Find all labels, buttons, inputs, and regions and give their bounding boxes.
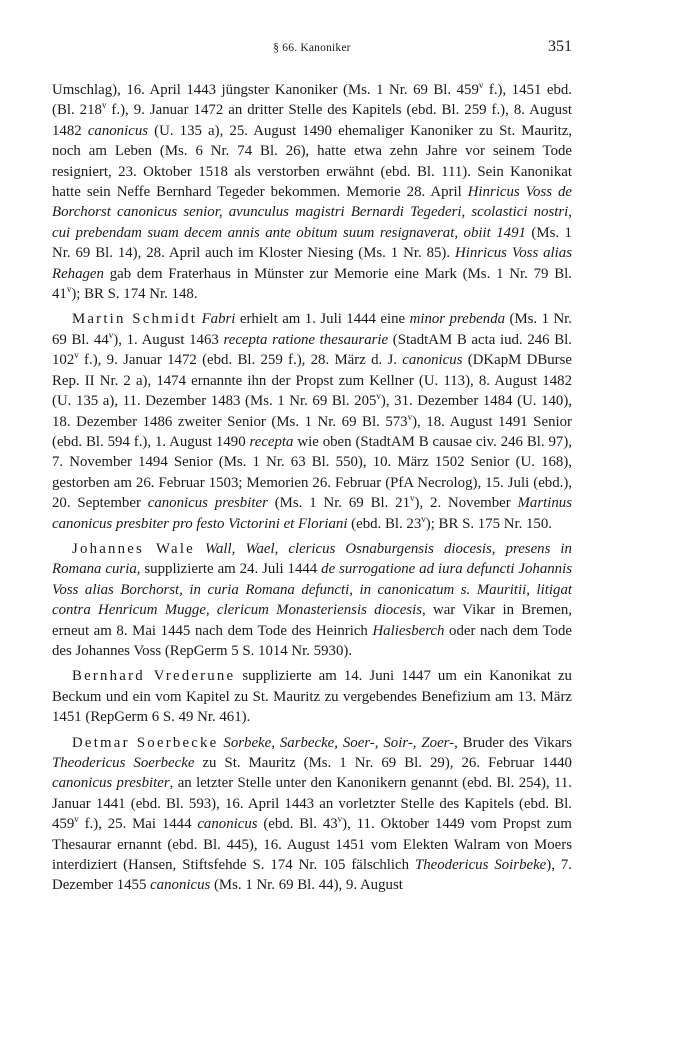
text-run: ), 1. August 1463 [113,331,224,348]
text-run: (U. 135 a), 25. August 1490 ehemaliger Kanoniker zu St. Mauritz, noch am Leben (Ms. 6 Nr. 74 Bl. 26), hatte etwa zehn Jahre vor seinem Tode resigniert, 23. Oktober 1518 als verstorben erwähnt (ebd. Bl. 111). Sein Kanonikat hatte sein Neffe Bernhard Tegeder bekommen. Memorie 28. April [52,122,572,201]
text-run: Umschlag), 16. April 1443 jüngster Kanoniker (Ms. 1 Nr. 69 Bl. 459 [52,82,479,98]
italic-latin-text: Theodericus Soirbeke [414,857,547,874]
italic-latin-text: Haliesberch [372,622,445,639]
page-number: 351 [548,38,572,55]
text-run: ), 18. August 1491 Senior (ebd. Bl. 594 f.), 1. August 1490 [52,413,573,450]
italic-latin-text: canonicus [150,877,211,894]
text-run: zu St. Mauritz (Ms. 1 Nr. 69 Bl. 29), 26. Februar 1440 [194,755,572,771]
entry-martin-schmidt [52,309,572,533]
verso-superscript: v [74,350,79,361]
entry-detmar-soerbecke [52,733,572,896]
verso-superscript: v [66,284,72,295]
verso-superscript: v [376,391,381,402]
text-run: (Ms. 1 Nr. 69 Bl. 44), 9. August [210,877,403,894]
text-run: (Ms. 1 Nr. 69 Bl. 14), 28. April auch im Kloster Niesing (Ms. 1 Nr. 85). [52,224,572,262]
verso-superscript: v [421,513,426,524]
italic-latin-text: minor prebenda [409,311,506,328]
paragraph-voss-continued [52,80,572,304]
text-run: f.), 1451 ebd. (Bl. 218 [52,82,572,119]
text-run: , Bruder des Vikars [454,734,573,751]
italic-latin-text: canonicus [402,352,463,369]
person-name: Johannes Wale [72,540,195,557]
text-run: ), 11. Oktober 1449 vom Propst zum Thesaurar ernannt (ebd. Bl. 445), 16. August 1451 vom Elekten Walram von Moers interdiziert (Hansen, Stiftsfehde S. 174 Nr. 105 fälschlich [52,816,572,874]
italic-latin-text: Hinricus Voss alias Rehagen [52,245,573,282]
text-run: , supplizierte am 24. Juli 1444 [136,561,322,578]
text-run: ); BR S. 175 Nr. 150. [425,515,552,532]
verso-superscript: v [410,493,415,504]
italic-latin-text: Theodericus Soerbecke [52,755,195,771]
running-header [52,42,572,54]
verso-superscript: v [478,80,484,91]
text-run: ), 31. Dezember 1484 (U. 140), 18. Dezember 1486 zweiter Senior (Ms. 1 Nr. 69 Bl. 573 [52,393,573,430]
italic-latin-text: Sorbeke, Sarbecke, Soer-, Soir-, Zoer- [223,734,455,751]
text-run: (Ms. 1 Nr. 69 Bl. 44 [52,311,573,348]
body-text [52,80,572,901]
entry-johannes-wale [52,539,572,661]
text-run: ), 2. November [414,495,518,512]
italic-latin-text: canonicus [87,122,149,139]
text-run: , an letzter Stelle unter den Kanonikern genannt (ebd. Bl. 254), 11. Januar 1441 (ebd. Bl. 593), 16. April 1443 an vorletzter Stelle des Kapitels (ebd. Bl. 459 [52,775,572,833]
text-run: erhielt am 1. Juli 1444 eine [235,311,410,328]
person-name: Detmar Soerbecke [72,734,219,751]
text-run: f.), 9. Januar 1472 an dritter Stelle des Kapitels (ebd. Bl. 259 f.), 8. August 1482 [52,102,573,139]
person-name: Martin Schmidt [72,311,198,328]
text-run: (Ms. 1 Nr. 69 Bl. 21 [267,495,411,512]
verso-superscript: v [407,411,413,422]
text-run: wie oben (StadtAM B causae civ. 246 Bl. 97), 7. November 1494 Senior (Ms. 1 Nr. 63 Bl. 550), 10. März 1502 Senior (U. 168), gestorben am 26. Februar 1503; Memorien 26. Februar (PfA Necrolog), 15. Juli (ebd.), 20. September [52,433,572,512]
person-name: Bernhard Vrederune [72,668,236,685]
running-title: § 66. Kanoniker [273,42,351,54]
text-run: (StadtAM B acta iud. 246 Bl. 102 [52,331,572,369]
italic-latin-text: recepta ratione thesaurarie [223,331,389,348]
entry-bernhard-vrederune [52,666,572,727]
text-run: supplizierte am 14. Juni 1447 um ein Kanonikat zu Beckum und ein vom Kapitel zu St. Mauritz zu vergebendes Benefizium am 13. März 1451 (RepGerm 6 S. 49 Nr. 461). [52,668,572,726]
text-run: (ebd. Bl. 43 [257,816,338,833]
italic-latin-text: canonicus presbiter [147,495,268,512]
text-run: ), 7. Dezember 1455 [52,857,573,894]
italic-latin-text: de surrogatione ad iura defuncti Johannis Voss alias Borchorst, in curia Romana defuncti, in canonicatum s. Mauritii, litigat contra Henricum Mugge, clericum Monasteriensis diocesis [52,561,572,619]
text-run [195,541,205,557]
text-run: f.), 9. Januar 1472 (ebd. Bl. 259 f.), 28. März d. J. [78,352,403,369]
text-run: gab dem Fraterhaus in Münster zur Memorie eine Mark (Ms. 1 Nr. 79 Bl. 41 [52,265,572,303]
text-run: f.), 25. Mai 1444 [78,816,198,833]
italic-latin-text: Martinus canonicus presbiter pro festo Victorini et Floriani [52,495,572,532]
verso-superscript: v [108,329,114,340]
italic-latin-text: Wall, Wael, clericus Osnaburgensis diocesis, presens in Romana curia [52,540,572,578]
verso-superscript: v [74,814,79,825]
text-run: ); BR S. 174 Nr. 148. [71,286,198,303]
text-run: oder nach dem Tode des Johannes Voss (RepGerm 5 S. 1014 Nr. 5930). [52,622,572,659]
italic-latin-text: canonicus [197,816,258,833]
verso-superscript: v [101,100,107,111]
text-run: , war Vikar in Bremen, erneut am 8. Mai 1445 nach dem Tode des Heinrich [52,602,572,639]
italic-latin-text: Hinricus Voss de Borchorst canonicus senior, avunculus magistri Bernardi Tegederi, scolastici nostri, cui prebendam suam decem annis ante obitum suum resignaverat, obiit 1491 [52,184,572,241]
verso-superscript: v [337,814,343,825]
text-run: (DKapM DBurse Rep. II Nr. 2 a), 1474 ernannte ihn der Propst zum Kellner (U. 113), 8. August 1482 (U. 135 a), 11. Dezember 1483 (Ms. 1 Nr. 69 Bl. 205 [52,352,572,410]
italic-latin-text: canonicus presbiter [52,775,170,792]
italic-latin-text: Fabri [201,311,236,328]
italic-latin-text: recepta [249,433,294,450]
text-run: (ebd. Bl. 23 [347,515,422,532]
